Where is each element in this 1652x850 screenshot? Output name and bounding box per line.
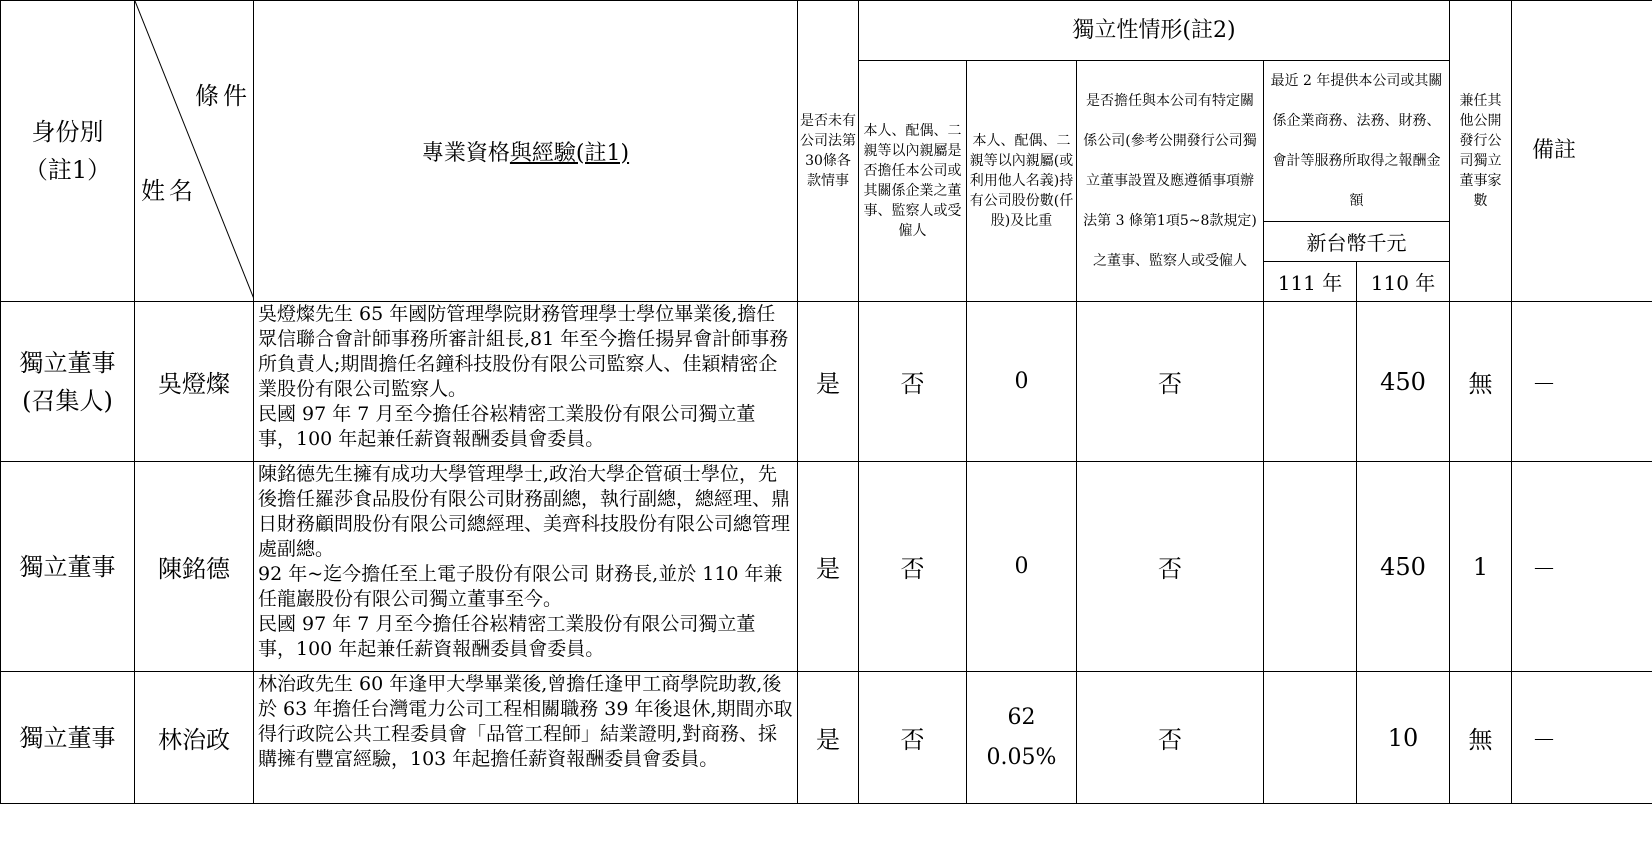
table-row	[1, 672, 1652, 804]
row-ind1: 否	[859, 302, 967, 462]
row-experience: 林治政先生 60 年逢甲大學畢業後,曾擔任逢甲工商學院助教,後於 63 年擔任台灣電力公司工程相關職務 39 年後退休,期間亦取得行政院公共工程委員會「品管工程師」結業證明,對商務、採購擁有豐富經驗，103 年起擔任薪資報酬委員會委員。	[254, 672, 798, 804]
row-remark: －	[1512, 462, 1652, 672]
row-ind2	[967, 302, 1077, 462]
header-identity-note: （註1）	[23, 156, 112, 184]
row-ind2	[967, 672, 1077, 804]
header-experience-prefix: 專業資格	[421, 140, 510, 166]
header-ind-col1: 本人、配偶、二親等以內親屬是否擔任本公司或其關係企業之董事、監察人或受僱人	[859, 61, 967, 302]
row-fee-110: 450	[1357, 302, 1450, 462]
row-experience: 陳銘德先生擁有成功大學管理學士,政治大學企管碩士學位，先後擔任羅莎食品股份有限公司財務副總，執行副總，總經理、鼎日財務顧問股份有限公司總經理、美齊科技股份有限公司總管理處副總。 92 年~迄今擔任至上電子股份有限公司 財務長,並於 110 年兼任龍巖股份有限公司獨立董事至今。 民國 97 年 7 月至今擔任谷崧精密工業股份有限公司獨立董事，100 年起兼任薪資報酬委員會委員。	[254, 462, 798, 672]
header-other-ind: 兼任其他公開發行公司獨立董事家數	[1450, 1, 1512, 302]
row-identity	[1, 302, 135, 462]
table-row	[1, 462, 1652, 672]
row-identity	[1, 462, 135, 672]
table-row	[1, 302, 1652, 462]
header-experience-underlined: 與經驗(註1)	[509, 140, 630, 166]
header-ind-col2: 本人、配偶、二親等以內親屬(或利用他人名義)持有公司股份數(仟股)及比重	[967, 61, 1077, 302]
row-other-ind: 1	[1450, 462, 1512, 672]
row-name: 陳銘德	[135, 462, 254, 672]
row-identity-line1: 獨立董事	[19, 723, 116, 752]
header-identity	[1, 1, 135, 302]
row-identity-line2: (召集人)	[22, 386, 113, 415]
header-year2: 110 年	[1357, 262, 1450, 302]
row-fee-111	[1264, 462, 1357, 672]
header-corner	[135, 1, 254, 302]
row-ind1: 否	[859, 672, 967, 804]
row-ind1: 否	[859, 462, 967, 672]
row-other-ind: 無	[1450, 672, 1512, 804]
row-fee-110: 10	[1357, 672, 1450, 804]
row-fee-111	[1264, 672, 1357, 804]
row-ind2-shares: 0	[1014, 553, 1029, 579]
row-ind3: 否	[1077, 302, 1264, 462]
header-identity-label: 身份別	[31, 118, 104, 146]
row-remark: －	[1512, 672, 1652, 804]
row-fee-110: 450	[1357, 462, 1450, 672]
row-not-art30: 是	[798, 462, 859, 672]
header-independence: 獨立性情形(註2)	[859, 1, 1450, 61]
row-remark: －	[1512, 302, 1652, 462]
row-not-art30: 是	[798, 302, 859, 462]
header-year1: 111 年	[1264, 262, 1357, 302]
row-identity-line1: 獨立董事	[19, 348, 116, 377]
row-identity	[1, 672, 135, 804]
header-remark: 備註	[1512, 1, 1652, 302]
corner-diagonal	[135, 1, 254, 299]
header-condition: 條件	[195, 82, 251, 110]
row-ind2-shares: 0	[1014, 368, 1029, 394]
row-ind2	[967, 462, 1077, 672]
header-not-art30: 是否未有公司法第30條各款情事	[798, 1, 859, 302]
row-identity-line1: 獨立董事	[19, 552, 116, 581]
header-experience	[254, 1, 798, 302]
row-not-art30: 是	[798, 672, 859, 804]
row-experience: 吳燈燦先生 65 年國防管理學院財務管理學士學位畢業後,擔任眾信聯合會計師事務所審計組長,81 年至今擔任揚昇會計師事務所負責人;期間擔任名鐘科技股份有限公司監察人、佳穎精密企業股份有限公司監察人。 民國 97 年 7 月至今擔任谷崧精密工業股份有限公司獨立董事，100 年起兼任薪資報酬委員會委員。	[254, 302, 798, 462]
row-name: 吳燈燦	[135, 302, 254, 462]
row-ind2-ratio: 0.05%	[986, 744, 1057, 770]
row-name: 林治政	[135, 672, 254, 804]
header-name: 姓名	[141, 177, 197, 205]
row-ind3: 否	[1077, 462, 1264, 672]
header-currency: 新台幣千元	[1264, 222, 1450, 262]
row-other-ind: 無	[1450, 302, 1512, 462]
row-fee-111	[1264, 302, 1357, 462]
header-ind-col3: 是否擔任與本公司有特定關係公司(參考公開發行公司獨立董事設置及應遵循事項辦法第 3 條第1項5~8款規定)之董事、監察人或受僱人	[1077, 61, 1264, 302]
row-ind2-shares: 62	[1007, 704, 1036, 730]
row-ind3: 否	[1077, 672, 1264, 804]
header-ind-col4: 最近 2 年提供本公司或其關係企業商務、法務、財務、會計等服務所取得之報酬金額	[1264, 61, 1450, 222]
